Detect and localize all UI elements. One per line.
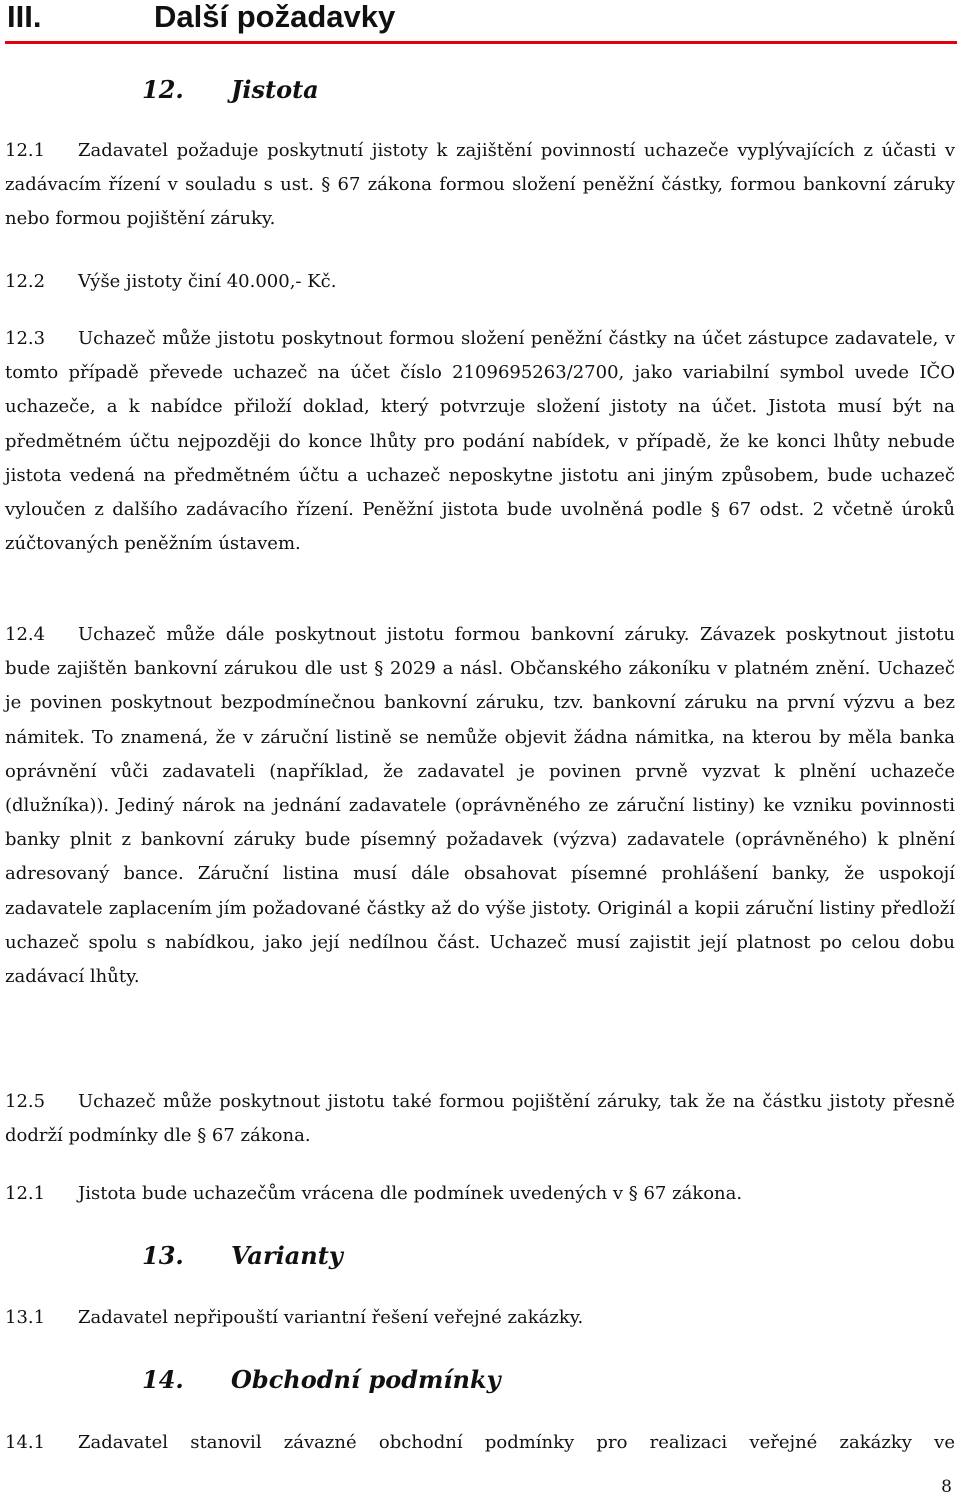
paragraph-13-1	[5, 1301, 955, 1335]
section-title: Jistota	[231, 75, 319, 104]
paragraph-number: 12.5	[5, 1091, 46, 1112]
paragraph-number: 12.3	[5, 328, 46, 349]
section-heading-12	[142, 70, 542, 110]
section-heading-14	[142, 1360, 642, 1400]
section-number: 12.	[142, 75, 184, 104]
paragraph-12-5	[5, 1085, 955, 1153]
paragraph-12-2	[5, 265, 955, 299]
paragraph-text: Výše jistoty činí 40.000,- Kč.	[78, 271, 337, 292]
paragraph-text: Uchazeč může jistotu poskytnout formou složení peněžní částky na účet zástupce zadavatele, v tomto případě převede uchazeč na účet číslo 2109695263/2700, jako variabilní symbol uvede IČO uchazeče, a k nabídce přiloží doklad, který potvrzuje složení jistoty na účet. Jistota musí být na předmětném účtu nejpozději do konce lhůty pro podání nabídek, v případě, že ke konci lhůty nebude jistota vedená na předmětném účtu a uchazeč neposkytne jistotu ani jiným způsobem, bude uchazeč vyloučen z dalšího zadávacího řízení. Peněžní jistota bude uvolněná podle § 67 odst. 2 včetně úroků zúčtovaných peněžním ústavem.	[5, 328, 955, 555]
paragraph-text: Uchazeč může poskytnout jistotu také formou pojištění záruky, tak že na částku jistoty přesně dodrží podmínky dle § 67 zákona.	[5, 1091, 955, 1147]
paragraph-12-4	[5, 618, 955, 994]
section-number: 14.	[142, 1365, 184, 1394]
part-heading	[7, 0, 957, 40]
paragraph-number: 12.2	[5, 271, 46, 292]
paragraph-12-1	[5, 134, 955, 237]
paragraph-12-1-return	[5, 1177, 955, 1211]
section-number: 13.	[142, 1241, 184, 1270]
paragraph-number: 14.1	[5, 1432, 46, 1453]
paragraph-text: Jistota bude uchazečům vrácena dle podmínek uvedených v § 67 zákona.	[78, 1183, 743, 1204]
paragraph-number: 12.1	[5, 140, 46, 161]
part-number: III.	[7, 0, 42, 34]
paragraph-number: 13.1	[5, 1307, 46, 1328]
paragraph-text: Uchazeč může dále poskytnout jistotu formou bankovní záruky. Závazek poskytnout jistotu bude zajištěn bankovní zárukou dle ust § 2029 a násl. Občanského zákoníku v platném znění. Uchazeč je povinen poskytnout bezpodmínečnou bankovní záruku, tzv. bankovní záruku na první výzvu a bez námitek. To znamená, že v záruční listině se nemůže objevit žádna námitka, na kterou by měla banka oprávnění vůči zadavateli (například, že zadavatel je povinen prvně vyzvat k plnění uchazeče (dlužníka)). Jediný nárok na jednání zadavatele (oprávněného ze záruční listiny) ke vzniku povinnosti banky plnit z bankovní záruky bude písemný požadavek (výzva) zadavatele (oprávněného) k plnění adresovaný bance. Záruční listina musí dále obsahovat písemné prohlášení banky, že uspokojí zadavatele zaplacením jím požadované částky až do výše jistoty. Originál a kopii záruční listiny předloží uchazeč spolu s nabídkou, jako její nedílnou část. Uchazeč musí zajistit její platnost po celou dobu zadávací lhůty.	[5, 624, 955, 988]
part-title: Další požadavky	[154, 0, 396, 34]
section-heading-13	[142, 1236, 542, 1276]
paragraph-text: Zadavatel stanovil závazné obchodní podmínky pro realizaci veřejné zakázky ve	[78, 1432, 955, 1453]
paragraph-text: Zadavatel požaduje poskytnutí jistoty k zajištění povinností uchazeče vyplývajících z účasti v zadávacím řízení v souladu s ust. § 67 zákona formou složení peněžní částky, formou bankovní záruky nebo formou pojištění záruky.	[5, 140, 955, 230]
paragraph-12-3	[5, 322, 955, 561]
section-title: Varianty	[231, 1241, 343, 1270]
paragraph-14-1	[5, 1426, 955, 1460]
heading-rule	[5, 41, 957, 44]
paragraph-text: Zadavatel nepřipouští variantní řešení veřejné zakázky.	[78, 1307, 584, 1328]
page-number: 8	[941, 1477, 952, 1497]
paragraph-number: 12.4	[5, 624, 46, 645]
paragraph-number: 12.1	[5, 1183, 46, 1204]
section-title: Obchodní podmínky	[231, 1365, 501, 1394]
